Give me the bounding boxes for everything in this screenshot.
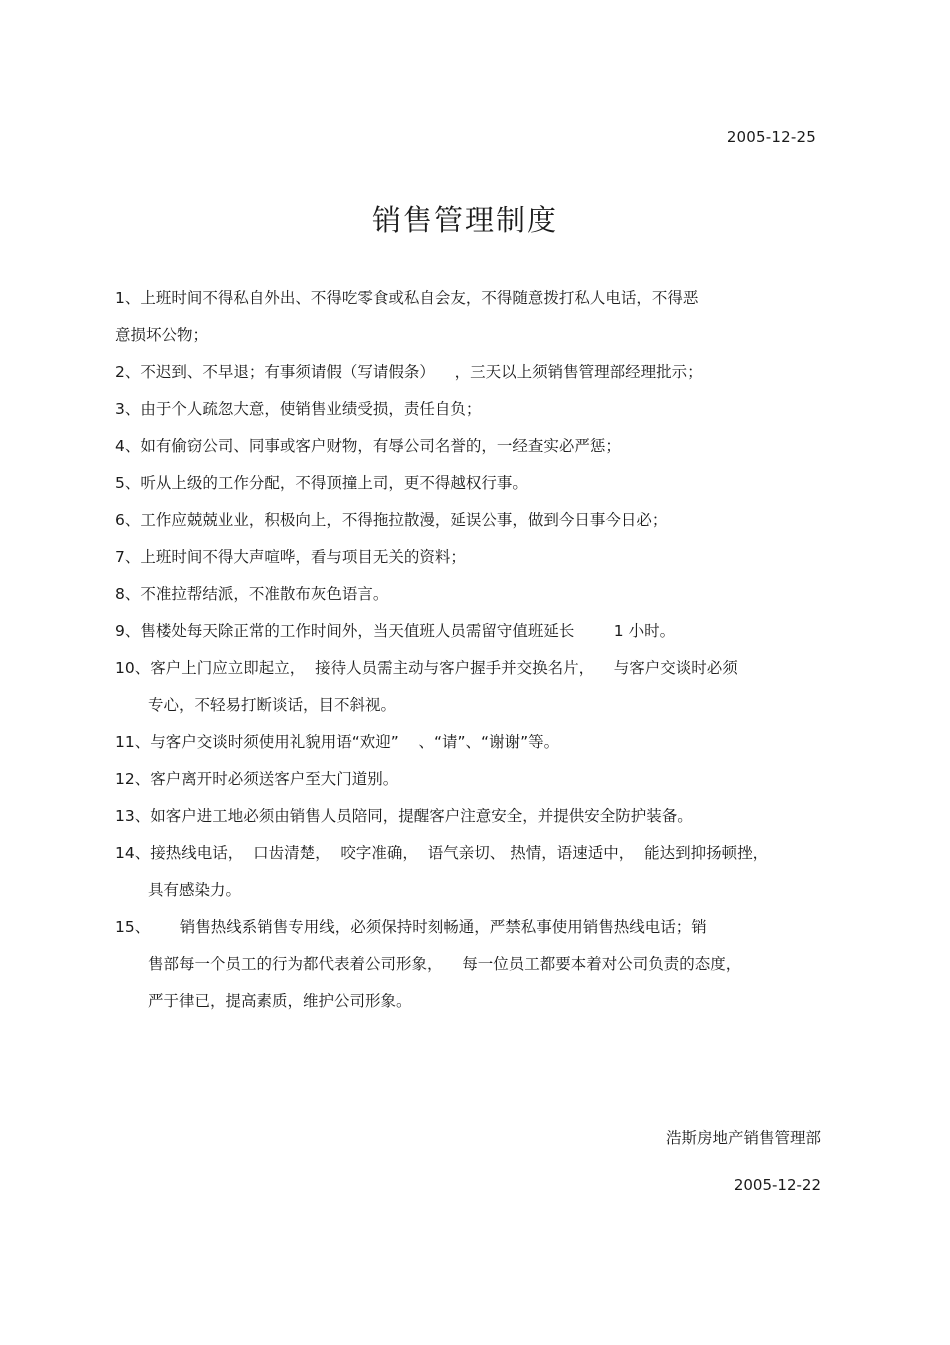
rule-line: 12、客户离开时必须送客户至大门道别。	[115, 770, 399, 788]
rule-line: 11、与客户交谈时须使用礼貌用语“欢迎” 、“请”、“谢谢”等。	[115, 733, 560, 751]
rule-item-9	[115, 617, 825, 654]
rule-line: 7、上班时间不得大声喧哗，看与项目无关的资料；	[115, 548, 466, 566]
rule-item-3	[115, 395, 825, 432]
rule-line: 14、接热线电话， 口齿清楚， 咬字准确， 语气亲切、 热情，语速适中， 能达到抑扬顿挫，	[115, 844, 769, 862]
rule-line: 8、不准拉帮结派，不准散布灰色语言。	[115, 585, 389, 603]
rule-line: 4、如有偷窃公司、同事或客户财物，有辱公司名誉的，一经查实必严惩；	[115, 437, 621, 455]
footer-department: 浩斯房地产销售管理部	[665, 1129, 821, 1147]
rule-line: 1、上班时间不得私自外出、不得吃零食或私自会友，不得随意拨打私人电话，不得恶	[115, 289, 699, 307]
rule-line: 10、客户上门应立即起立， 接待人员需主动与客户握手并交换名片， 与客户交谈时必须	[115, 659, 738, 677]
rule-item-2	[115, 358, 825, 395]
footer-date: 2005-12-22	[733, 1176, 821, 1194]
rule-line: 5、听从上级的工作分配，不得顶撞上司，更不得越权行事。	[115, 474, 528, 492]
rule-item-7	[115, 543, 825, 580]
rules-list	[115, 284, 825, 1024]
rule-line: 意损坏公物；	[115, 326, 209, 344]
rule-item-4	[115, 432, 825, 469]
rule-line: 6、工作应兢兢业业，积极向上，不得拖拉散漫，延误公事，做到今日事今日必；	[115, 511, 668, 529]
rule-item-14	[115, 839, 825, 913]
rule-line: 13、如客户进工地必须由销售人员陪同，提醒客户注意安全，并提供安全防护装备。	[115, 807, 693, 825]
header-date: 2005-12-25	[726, 128, 816, 146]
rule-line: 15、 销售热线系销售专用线，必须保持时刻畅通，严禁私事使用销售热线电话；销	[115, 918, 707, 936]
rule-item-5	[115, 469, 825, 506]
rule-line: 专心，不轻易打断谈话，目不斜视。	[148, 696, 397, 714]
rule-item-8	[115, 580, 825, 617]
rule-line: 9、售楼处每天除正常的工作时间外，当天值班人员需留守值班延长 1 小时。	[115, 622, 676, 640]
rule-item-15	[115, 913, 825, 1024]
rule-line: 3、由于个人疏忽大意，使销售业绩受损，责任自负；	[115, 400, 482, 418]
rule-line: 2、不迟到、不早退；有事须请假（写请假条） ，三天以上须销售管理部经理批示；	[115, 363, 703, 381]
document-title: 销售管理制度	[371, 203, 558, 237]
rule-item-12	[115, 765, 825, 802]
rule-item-1	[115, 284, 825, 358]
rule-item-6	[115, 506, 825, 543]
rule-line: 具有感染力。	[148, 881, 242, 899]
rule-item-11	[115, 728, 825, 765]
rule-item-10	[115, 654, 825, 728]
rule-line: 严于律已，提高素质，维护公司形象。	[148, 992, 412, 1010]
rule-line: 售部每一个员工的行为都代表着公司形象， 每一位员工都要本着对公司负责的态度，	[148, 955, 742, 973]
rule-item-13	[115, 802, 825, 839]
